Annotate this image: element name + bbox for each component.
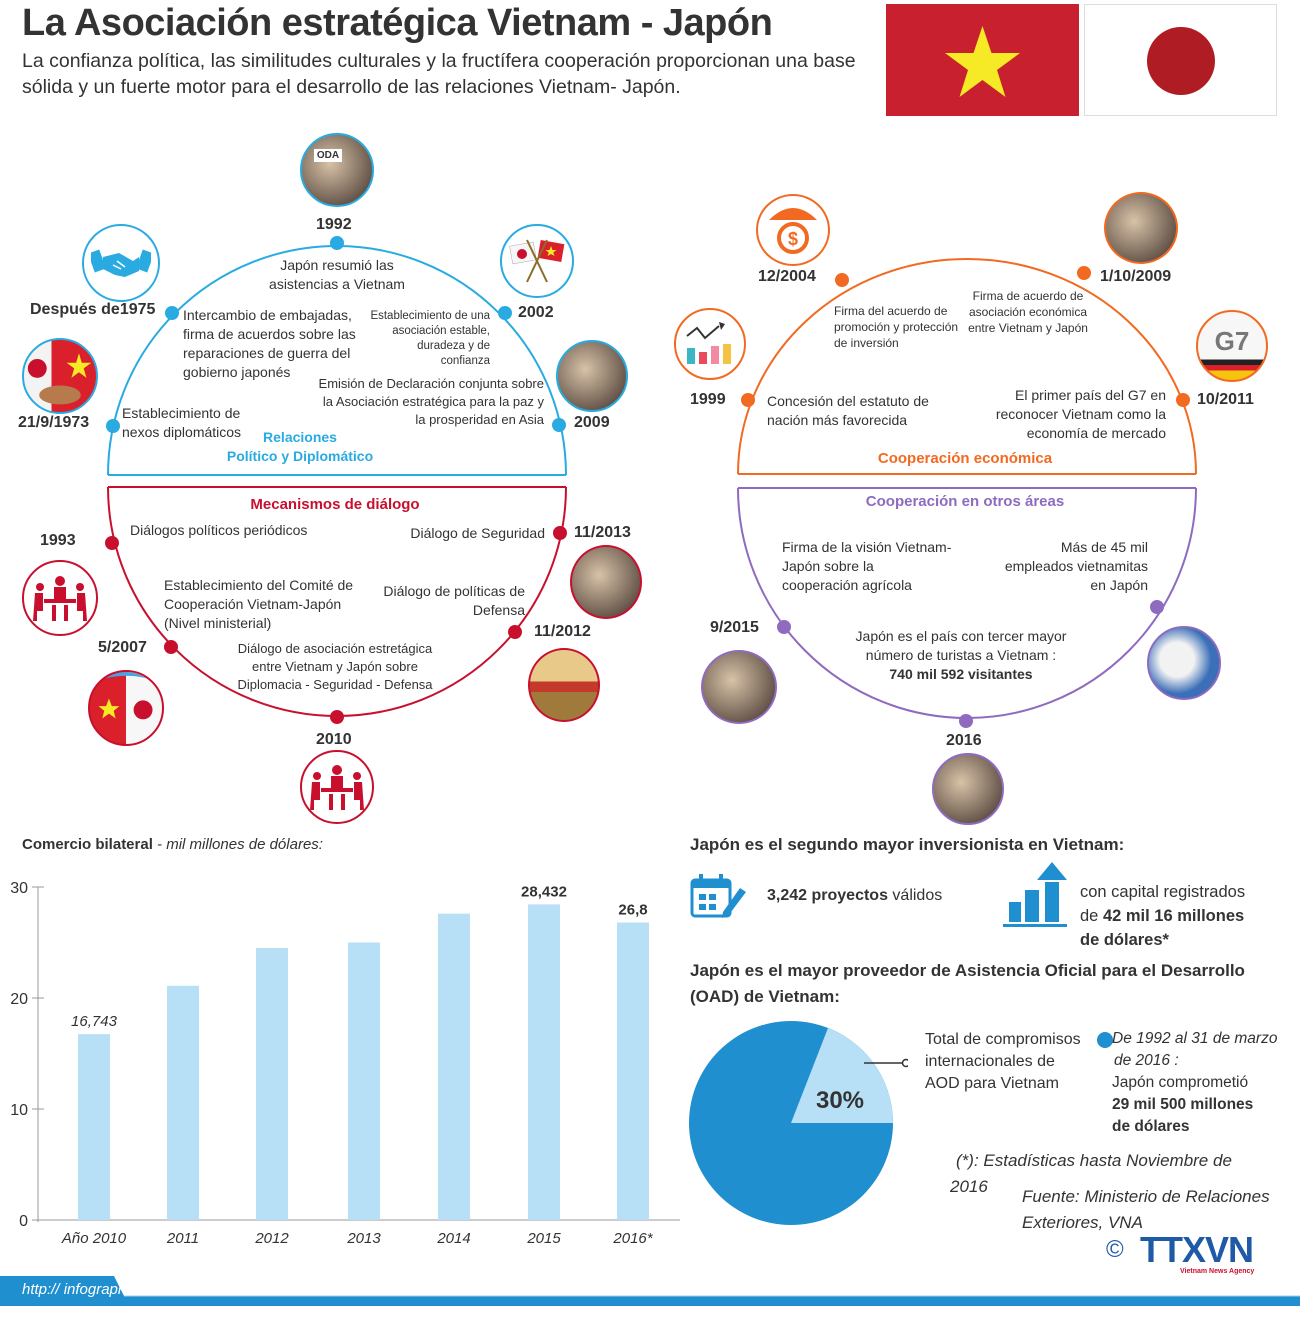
timeline-dot-2004	[835, 273, 849, 287]
oda-pie-chart	[688, 1018, 908, 1228]
tourism-visitors: 740 mil 592 visitantes	[889, 666, 1033, 682]
bar-2015	[528, 904, 560, 1220]
amount-line2: de dólares	[1112, 1118, 1190, 1135]
period-line1: De 1992 al 31 de marzo	[1112, 1030, 1278, 1047]
projects-stat	[767, 887, 942, 905]
timeline-dot-1999	[741, 393, 755, 407]
svg-text:10: 10	[10, 1102, 28, 1119]
footer-bar	[0, 1276, 1300, 1306]
date-1992: 1992	[316, 216, 352, 233]
svg-text:30%: 30%	[815, 1087, 865, 1114]
bar-2013	[348, 943, 380, 1221]
timeline-dot-2016	[959, 714, 973, 728]
section-label-dialogue: Mecanismos de diálogo	[250, 496, 420, 513]
date-2009-econ: 1/10/2009	[1100, 268, 1172, 285]
bar-2014	[438, 914, 470, 1220]
event-text-2013: Diálogo de Seguridad	[410, 525, 545, 541]
bar-2011	[167, 986, 199, 1220]
chart-title-main: Comercio bilateral	[22, 836, 153, 853]
date-2002: 2002	[518, 304, 554, 321]
oda-heading: Japón es el mayor proveedor de Asistencia Oficial para el Desarrollo (OAD) de Vietnam:	[690, 961, 1245, 1006]
timeline-dot-2009-econ	[1077, 266, 1091, 280]
pie-caption: Total de compromisos internacionales de AOD para Vietnam	[925, 1031, 1081, 1092]
date-1993: 1993	[40, 532, 76, 549]
political-label-line1: Relaciones	[263, 429, 337, 445]
svg-text:20: 20	[10, 991, 28, 1008]
vn-jp-flags-icon	[88, 670, 164, 746]
date-1999: 1999	[690, 391, 726, 408]
svg-text:2012: 2012	[255, 1230, 289, 1247]
bar-2012	[256, 948, 288, 1220]
timeline-dot-2007	[164, 640, 178, 654]
event-text-2009-econ: Firma de acuerdo de asociación económica entre Vietnam y Japón	[968, 289, 1088, 335]
event-text-2009: Emisión de Declaración conjunta sobre la Asociación estratégica para la paz y la prosperidad en Asia	[318, 376, 544, 427]
svg-text:2016*: 2016*	[613, 1230, 653, 1247]
leaders-photo-icon	[570, 545, 642, 619]
oda-commitment	[1112, 1028, 1300, 1138]
bar-2016	[617, 923, 649, 1220]
tourists-photo-icon	[932, 753, 1004, 825]
date-2004: 12/2004	[758, 268, 816, 285]
workers-photo-icon	[1147, 626, 1221, 700]
ttxvn-logo: TTXVN	[1140, 1229, 1254, 1270]
timeline-dot-2002	[498, 306, 512, 320]
date-2011: 10/2011	[1197, 391, 1254, 408]
timeline-dot-1993	[105, 536, 119, 550]
section-label-political	[220, 428, 380, 466]
japan-flag-icon	[1084, 4, 1277, 116]
section-label-economic: Cooperación económica	[877, 450, 1053, 467]
event-text-1993: Diálogos políticos periódicos	[130, 522, 308, 538]
capital-line1: con capital registrados	[1080, 883, 1246, 901]
capital-prefix: de	[1080, 907, 1103, 925]
period-line2: de 2016 :	[1114, 1052, 1179, 1069]
svg-text:2013: 2013	[347, 1230, 381, 1247]
timeline-dot-2011	[1176, 393, 1190, 407]
leaders-photo-icon	[556, 340, 628, 412]
timeline-dot-2009	[552, 418, 566, 432]
handshake-icon	[82, 224, 160, 302]
leaders-photo-icon	[701, 650, 777, 724]
date-2010: 2010	[316, 731, 352, 748]
date-2009: 2009	[574, 414, 610, 431]
svg-text:28,432: 28,432	[521, 883, 567, 901]
stat-note-line1: (*): Estadísticas hasta Noviembre de	[956, 1151, 1232, 1170]
amount-line1: 29 mil 500 millones	[1112, 1096, 1254, 1113]
svg-text:2014: 2014	[437, 1230, 471, 1247]
timeline-dot-2015	[777, 620, 791, 634]
chart-title-unit: - mil millones de dólares:	[152, 836, 323, 853]
meeting-icon	[22, 560, 98, 636]
projects-label: proyectos	[807, 887, 888, 904]
page-title: La Asociación estratégica Vietnam - Japón	[22, 2, 773, 44]
conference-photo-icon	[528, 648, 600, 722]
date-1973: 21/9/1973	[18, 414, 90, 431]
date-2015: 9/2015	[710, 619, 759, 636]
event-text-workers: Más de 45 mil empleados vietnamitas en Japón	[1004, 539, 1148, 593]
svg-text:2015: 2015	[527, 1230, 561, 1247]
event-text-2012: Diálogo de políticas de Defensa	[383, 583, 525, 618]
svg-text:0: 0	[19, 1213, 28, 1230]
copyright-icon: ©	[1106, 1236, 1124, 1263]
bullet-dot	[1097, 1032, 1113, 1048]
svg-text:16,743: 16,743	[71, 1013, 117, 1031]
svg-text:26,8: 26,8	[618, 901, 648, 919]
timeline-dot-workers	[1150, 600, 1164, 614]
timeline-dot-1973	[106, 419, 120, 433]
committed-label: Japón comprometió	[1112, 1074, 1249, 1091]
projects-suffix: válidos	[887, 887, 943, 904]
projects-count: 3,242	[767, 887, 808, 904]
meeting-icon	[300, 750, 374, 824]
bilateral-trade-chart	[0, 860, 680, 1260]
date-2016: 2016	[946, 732, 982, 749]
political-label-line2: Político y Diplomático	[226, 448, 374, 464]
umbrella-dollar-icon	[756, 194, 830, 266]
chart-title	[22, 836, 323, 853]
signing-photo-icon	[1104, 192, 1178, 264]
event-text-2016	[836, 627, 1086, 684]
investment-heading: Japón es el segundo mayor inversionista en Vietnam:	[690, 835, 1125, 854]
growth-arrow-icon	[1003, 862, 1075, 933]
event-text-1992: Japón resumió las asistencias a Vietnam	[269, 257, 405, 292]
event-text-2007: Establecimiento del Comité de Cooperación Vietnam-Japón (Nivel ministerial)	[164, 577, 354, 631]
event-text-1975: Intercambio de embajadas, firma de acuerdos sobre las reparaciones de guerra del gobierno japonés	[183, 307, 356, 380]
date-2013: 11/2013	[574, 524, 631, 541]
footer-url-link[interactable]: http:// infographics.vn	[22, 1281, 165, 1298]
tourism-line2: número de turistas a Vietnam :	[865, 647, 1057, 663]
source-line1: Fuente: Ministerio de Relaciones	[1022, 1187, 1270, 1206]
crossed-flags-icon	[500, 224, 574, 298]
growth-chart-icon	[674, 308, 746, 380]
oda-photo-icon: ODA	[300, 133, 374, 207]
event-text-2010: Diálogo de asociación estretágica entre Vietnam y Japón sobre Diplomacia - Seguridad - Defensa	[237, 641, 433, 692]
event-text-2004: Firma del acuerdo de promoción y protección de inversión	[834, 304, 959, 350]
tourism-line1: Japón es el país con tercer mayor	[855, 628, 1067, 644]
timeline-dot-1975	[165, 306, 179, 320]
page-subtitle: La confianza política, las similitudes culturales y la fructífera cooperación proporcionan una base sólida y un fuerte motor para el desarrollo de las relaciones Vietnam- Japón.	[22, 50, 856, 98]
g7-icon: G7	[1196, 310, 1268, 382]
capital-unit: de dólares*	[1080, 931, 1169, 949]
date-1975: Después de1975	[30, 301, 156, 318]
svg-text:30: 30	[10, 880, 28, 897]
event-text-1973: Establecimiento de nexos diplomáticos	[122, 405, 242, 440]
event-text-2002: Establecimiento de una asociación estable, duradeza y de confianza	[370, 310, 490, 367]
capital-stat	[1080, 880, 1245, 952]
event-text-2011: El primer país del G7 en reconocer Vietnam como la economía de mercado	[995, 387, 1166, 441]
svg-text:$: $	[787, 229, 799, 249]
flags-handshake-icon	[22, 338, 98, 414]
svg-text:Año 2010: Año 2010	[61, 1230, 127, 1247]
date-2007: 5/2007	[98, 639, 147, 656]
section-label-other-areas: Cooperación en otros áreas	[865, 493, 1065, 510]
capital-amount: 42 mil 16 millones	[1102, 907, 1245, 925]
timeline-dot-2012	[508, 625, 522, 639]
event-text-2015: Firma de la visión Vietnam-Japón sobre la cooperación agrícola	[782, 539, 952, 593]
timeline-dot-2013	[553, 526, 567, 540]
event-text-1999: Concesión del estatuto de nación más favorecida	[767, 393, 929, 428]
timeline-dot-2010	[330, 710, 344, 724]
date-2012: 11/2012	[534, 623, 591, 640]
stat-note-line2: 2016	[950, 1177, 988, 1196]
timeline-dot-1992	[330, 236, 344, 250]
vietnam-flag-icon	[886, 4, 1079, 116]
source-line2: Exteriores, VNA	[1022, 1213, 1143, 1232]
agency-name: Vietnam News Agency	[1180, 1268, 1255, 1275]
svg-text:2011: 2011	[166, 1230, 200, 1247]
bar-2010	[78, 1034, 110, 1220]
calendar-edit-icon	[690, 874, 748, 925]
